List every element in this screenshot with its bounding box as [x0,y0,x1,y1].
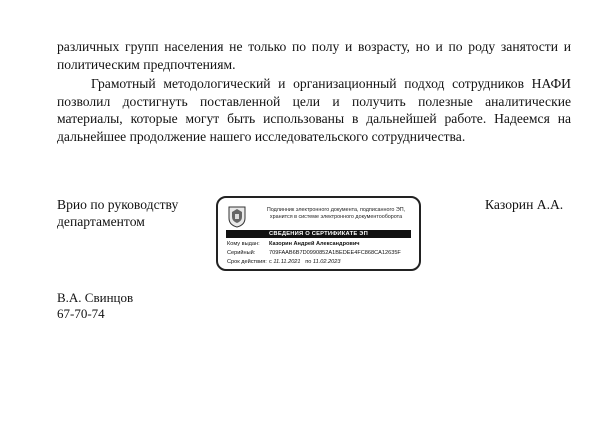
body-paragraph-2: Грамотный методологический и организационный подход сотрудников НАФИ позволил достигнуть поставленной цели и получить полезные аналитические материалы, которые могут быть использованы в дальнейшей работе. Надеемся на дальнейшее продолжение нашего исследовательского сотрудничества. [57,76,571,144]
stamp-notice [252,207,420,220]
signer-name: Казорин А.А. [485,197,564,212]
executor-phone: 67-70-74 [57,306,105,321]
stamp-notice-line-2: хранится в системе электронного документооборота [269,213,403,220]
serial-label: Серийный: [227,250,256,256]
holder-label: Кому выдан: [227,241,260,247]
certificate-serial-row [227,250,401,257]
valid-to-word: по [305,259,312,265]
valid-to-date: 11.02.2023 [312,259,341,265]
validity-label: Срок действия: [227,259,267,265]
certificate-holder-row [227,241,360,248]
executor-name: В.А. Свинцов [57,290,134,305]
certificate-header: СВЕДЕНИЯ О СЕРТИФИКАТЕ ЭП [226,230,411,238]
signer-position [57,196,178,230]
coat-of-arms-icon [227,206,247,228]
serial-value: 709FAAB6B7D0990852A1BEDEE4FC868CA12635F [269,250,401,256]
executor-contact [57,290,133,322]
stamp-notice-line-1: Подлинник электронного документа, подписанного ЭП, [266,207,406,213]
signer-position-line-1: Врио по руководству [57,197,179,212]
valid-from-date: 11.11.2021 [273,259,301,265]
body-paragraph-1: различных групп населения не только по полу и возрасту, но и по роду занятости и политическим предпочтениям. [57,39,571,72]
electronic-signature-stamp [216,196,421,271]
signer-position-line-2: департаментом [57,214,145,229]
valid-from-word: с [269,259,272,265]
certificate-validity-row [227,259,341,266]
holder-value: Казорин Андрей Александрович [269,241,360,247]
